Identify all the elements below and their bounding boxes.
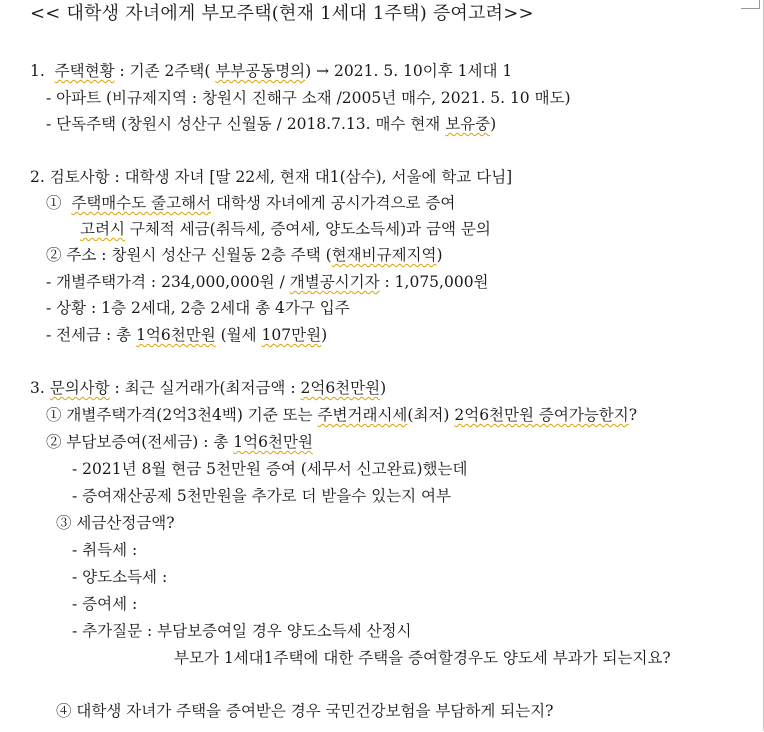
section3-amount: 2억6천만원: [300, 379, 381, 397]
section2-point1: [46, 193, 455, 213]
deposit-monthly-amount: 107만원: [261, 326, 322, 344]
point1-marker: ①: [46, 194, 72, 212]
question2-text: ② 부담보증여(전세금) : 총: [46, 433, 234, 451]
address-end: ): [436, 246, 443, 264]
point1-cont-underlined: 고려시: [80, 220, 125, 238]
question1-underlined: 주변거래시세: [317, 406, 408, 424]
question1-underlined2: 2억6천만원 증여가능한지: [454, 406, 629, 424]
address-text: ② 주소 : 창원시 성산구 신월동 2층 주택 (: [46, 246, 332, 264]
point1-cont-text: 구체적 세금(취득세, 증여세, 양도소득세)과 금액 문의: [124, 220, 491, 238]
section2-heading: 2. 검토사항 : 대학생 자녀 [딸 22세, 현재 대1(삼수), 서울에 학교 다님]: [30, 168, 513, 186]
section3-text: : 최근 실거래가(최저금액 :: [109, 379, 301, 397]
question3: ③ 세금산정금액?: [56, 514, 175, 532]
question3-extra: - 추가질문 : 부담보증여일 경우 양도소득세 산정시: [72, 622, 412, 640]
house-line-text: - 단독주택 (창원시 성산구 신월동 / 2018.7.13. 매수 현재: [46, 115, 446, 133]
question2: [46, 432, 313, 452]
section3-heading: [30, 378, 386, 398]
section3-number: 3.: [30, 379, 50, 397]
deposit-monthly-label: (월세: [215, 326, 262, 344]
house-holding-text: 보유중: [445, 115, 491, 133]
price-text: - 개별주택가격 : 234,000,000원 /: [46, 273, 290, 291]
point1-text: 대학생 자녀에게 공시가격으로 증여: [211, 194, 456, 212]
deposit-amount: 1억6천만원: [136, 326, 216, 344]
question1-text: ① 개별주택가격(2억3천4백) 기준 또는: [46, 406, 318, 424]
section3-end: ): [380, 379, 387, 397]
section1-text-end: ) → 2021. 5. 10이후 1세대 1: [305, 62, 513, 80]
price-underlined: 개별공시기자: [289, 273, 380, 291]
question3-transfer-tax: - 양도소득세 :: [72, 568, 168, 586]
section2-deposit: [46, 325, 327, 345]
section1-text: : 기존 2주택(: [114, 62, 216, 80]
question3-extra-cont: 부모가 1세대1주택에 대한 주택을 증여할경우도 양도세 부과가 되는지요?: [174, 649, 671, 667]
section2-price: [46, 272, 489, 292]
section2-status: - 상황 : 1층 2세대, 2층 2세대 총 4가구 입주: [46, 299, 350, 317]
question2-amount: 1억6천만원: [233, 433, 313, 451]
deposit-end: ): [321, 326, 328, 344]
section1-label: 주택현황: [54, 62, 115, 80]
apartment-line: - 아파트 (비규제지역 : 창원시 진해구 소재 /2005년 매수, 2021. 5. 10 매도): [46, 89, 571, 107]
price-end: : 1,075,000원: [379, 273, 489, 291]
deposit-text: - 전세금 : 총: [46, 326, 137, 344]
section2-point1-cont: [80, 219, 491, 239]
address-underlined: 현재비규제지역: [331, 246, 437, 264]
question2-line1: - 2021년 8월 현금 5천만원 증여 (세무서 신고완료)했는데: [72, 460, 468, 478]
question4: ④ 대학생 자녀가 주택을 증여받은 경우 국민건강보험을 부담하게 되는지?: [56, 702, 554, 720]
point1-underlined: 주택매수도 줄고해서: [71, 194, 212, 212]
house-line: [46, 114, 496, 134]
section2-address: [46, 245, 443, 265]
question1: [46, 405, 637, 425]
question3-acquisition-tax: - 취득세 :: [72, 541, 138, 559]
section1-heading: [30, 61, 512, 81]
section1-number: 1.: [30, 62, 55, 80]
house-line-end: ): [490, 115, 497, 133]
question1-end: ?: [628, 406, 638, 424]
page-corner-mark: [741, 0, 760, 9]
section3-label: 문의사항: [49, 379, 110, 397]
question2-line2: - 증여재산공제 5천만원을 추가로 더 받을수 있는지 여부: [72, 487, 451, 505]
question1-text2: (최저): [407, 406, 455, 424]
question3-gift-tax: - 증여세 :: [72, 595, 138, 613]
document-title: << 대학생 자녀에게 부모주택(현재 1세대 1주택) 증여고려>>: [30, 3, 534, 24]
joint-ownership-text: 부부공동명의: [215, 62, 306, 80]
